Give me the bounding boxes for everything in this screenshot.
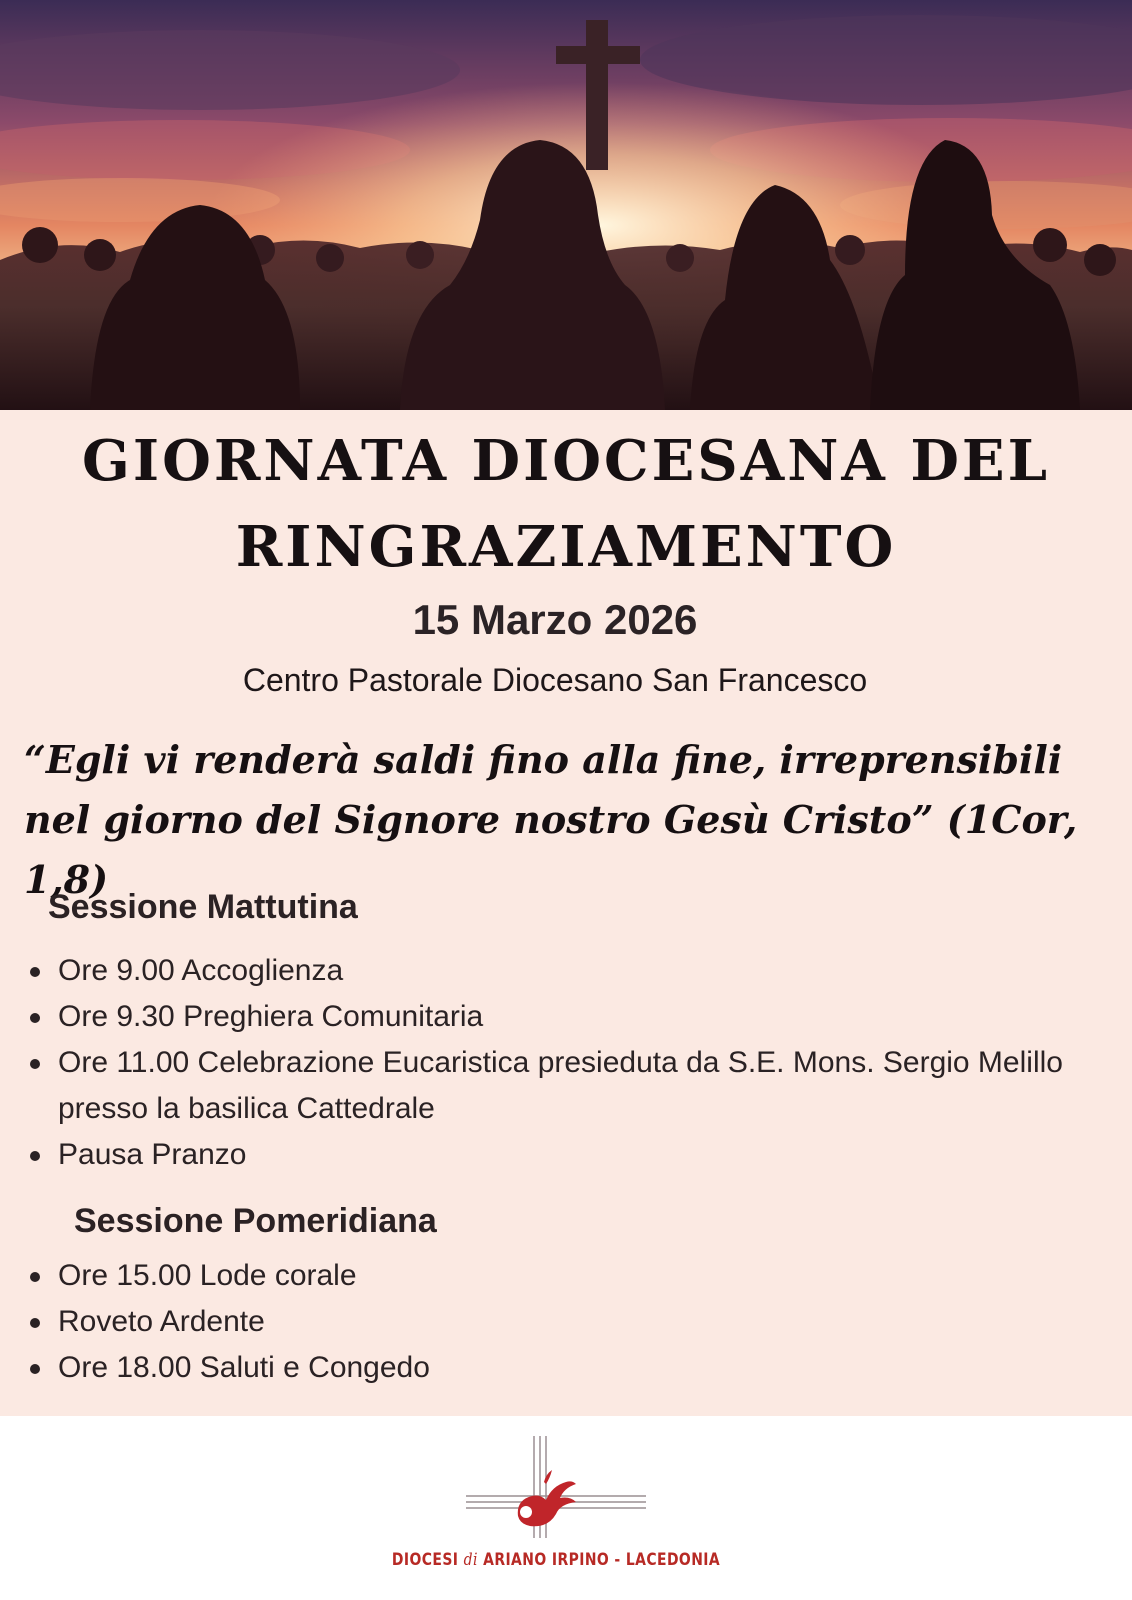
list-item: Ore 11.00 Celebrazione Eucaristica presieduta da S.E. Mons. Sergio Melillo presso la basilica Cattedrale xyxy=(28,1040,1118,1132)
list-item: Ore 9.30 Preghiera Comunitaria xyxy=(28,994,1118,1040)
morning-session-list xyxy=(28,948,1118,1178)
event-venue: Centro Pastorale Diocesano San Francesco xyxy=(242,662,868,698)
sunset-cross-crowd-image xyxy=(0,0,1132,410)
diocese-name xyxy=(100,1550,1012,1570)
afternoon-session-list xyxy=(28,1253,1118,1391)
afternoon-session-heading: Sessione Pomeridiana xyxy=(74,1202,437,1240)
hero-image xyxy=(0,0,1132,410)
list-item: Ore 15.00 Lode corale xyxy=(28,1253,1118,1299)
list-item: Roveto Ardente xyxy=(28,1299,1118,1345)
event-date: 15 Marzo 2026 xyxy=(412,596,698,643)
logo-suffix: ARIANO IRPINO - LACEDONIA xyxy=(483,1550,721,1570)
list-item: Ore 18.00 Saluti e Congedo xyxy=(28,1345,1118,1391)
logo-di: di xyxy=(463,1550,478,1570)
list-item: Pausa Pranzo xyxy=(28,1132,1118,1178)
morning-session-heading: Sessione Mattutina xyxy=(48,888,358,926)
event-details xyxy=(0,410,1132,1416)
bible-quote: “Egli vi renderà saldi fino alla fine, irreprensibili nel giorno del Signore nostro Gesù Cristo” (1Cor, 1,8) xyxy=(24,737,1078,902)
list-item: Ore 9.00 Accoglienza xyxy=(28,948,1118,994)
event-title: GIORNATA DIOCESANA DEL RINGRAZIAMENTO xyxy=(82,428,1050,580)
diocese-dove-logo xyxy=(460,1434,652,1544)
logo-prefix: DIOCESI xyxy=(391,1550,459,1570)
footer xyxy=(0,1416,1132,1600)
